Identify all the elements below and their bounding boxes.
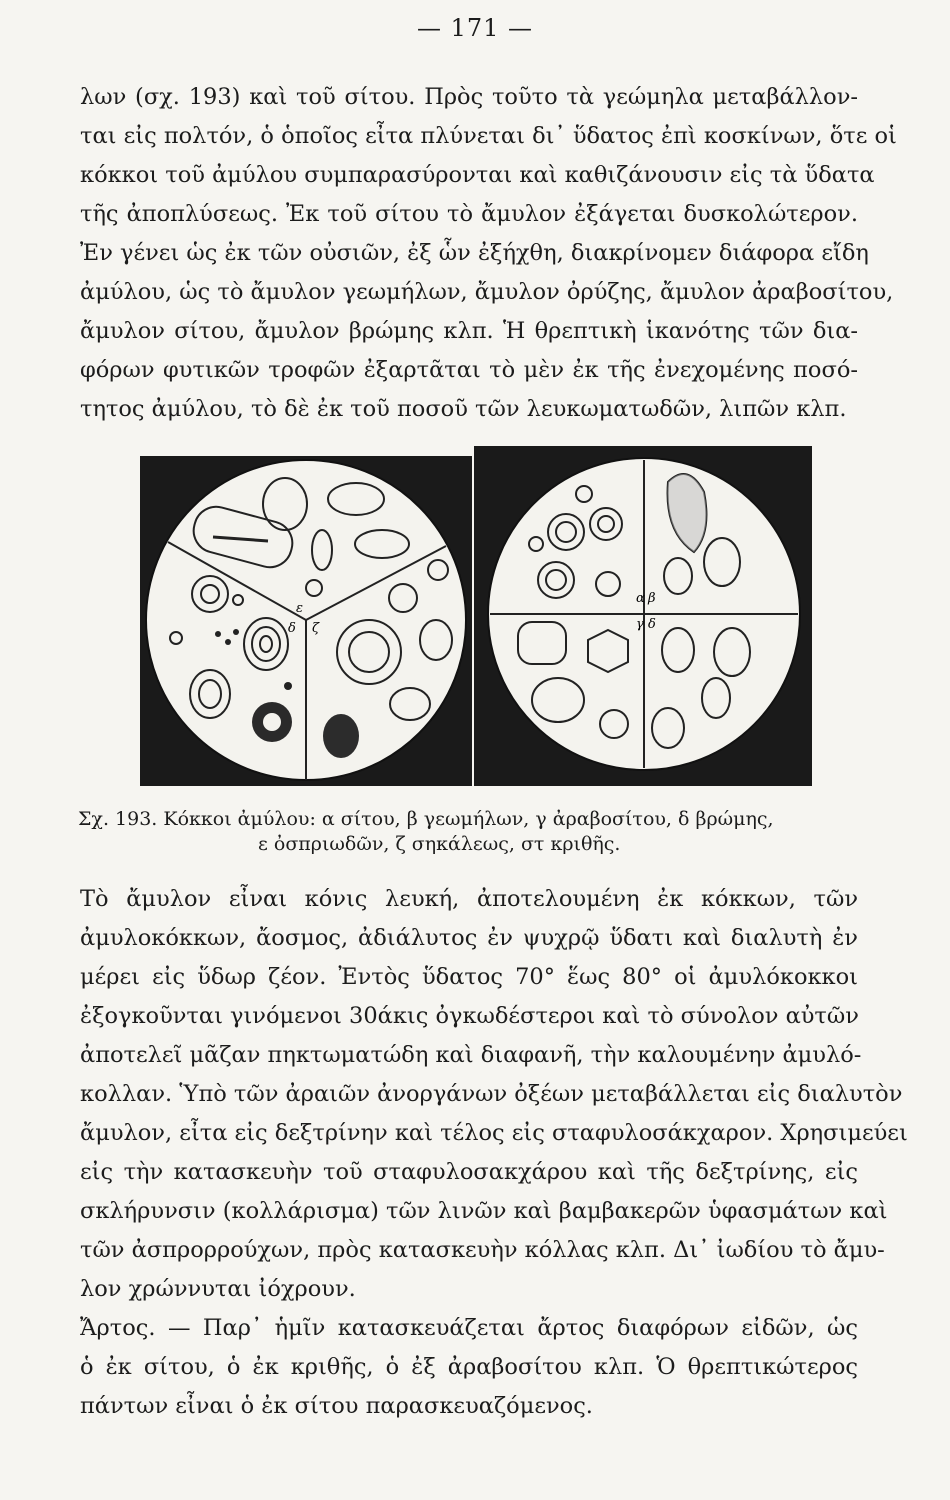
text-line: τητος ἀμύλου, τὸ δὲ ἐκ τοῦ ποσοῦ τῶν λευκωματωδῶν, λιπῶν κλπ. xyxy=(80,396,847,422)
figure-label-zeta: ζ xyxy=(312,621,320,636)
text-line: ἐξογκοῦνται γινόμενοι 30άκις ὀγκωδέστεροι καὶ τὸ σύνολον αὐτῶν xyxy=(80,1003,859,1029)
text-line: ἄμυλον, εἶτα εἰς δεξτρίνην καὶ τέλος εἰς σταφυλοσάκχαρον. Χρησιμεύει xyxy=(80,1120,908,1146)
grain-dot xyxy=(225,639,231,645)
figure-label-delta: δ xyxy=(648,617,656,632)
text-line: κόκκοι τοῦ ἀμύλου συμπαρασύρονται καὶ καθιζάνουσιν εἰς τὰ ὕδατα xyxy=(80,162,875,188)
text-line: κολλαν. Ὑπὸ τῶν ἀραιῶν ἀνοργάνων ὀξέων μεταβάλλεται εἰς διαλυτὸν xyxy=(80,1081,903,1107)
text-line: ἀμύλου, ὡς τὸ ἄμυλον γεωμήλων, ἄμυλον ὀρύζης, ἄμυλον ἀραβοσίτου, xyxy=(80,279,894,305)
text-line: σκλήρυνσιν (κολλάρισμα) τῶν λινῶν καὶ βαμβακερῶν ὑφασμάτων καὶ xyxy=(80,1198,888,1224)
figure-label-gamma: γ xyxy=(636,617,644,632)
starch-grains-illustration xyxy=(138,442,818,788)
figure-caption xyxy=(78,807,868,857)
text-line: εἰς τὴν κατασκευὴν τοῦ σταφυλοσακχάρου καὶ τῆς δεξτρίνης, εἰς xyxy=(80,1159,858,1185)
grain-dot xyxy=(284,682,292,690)
figure-label-epsilon: ε xyxy=(296,601,303,616)
text-line: ἄμυλον σίτου, ἄμυλον βρώμης κλπ. Ἡ θρεπτικὴ ἱκανότης τῶν δια- xyxy=(80,318,858,344)
figure-label-delta: δ xyxy=(288,621,296,636)
text-line: Ἄρτος. — Παρ᾽ ἡμῖν κατασκευάζεται ἄρτος διαφόρων εἰδῶν, ὡς xyxy=(80,1315,858,1341)
figure-label-alpha: α xyxy=(636,591,645,606)
grain-dot xyxy=(215,631,221,637)
text-line: ἀμυλοκόκκων, ἄοσμος, ἀδιάλυτος ἐν ψυχρῷ ὕδατι καὶ διαλυτὴ ἐν xyxy=(80,925,858,951)
caption-line: ε ὀσπριωδῶν, ζ σηκάλεως, στ κριθῆς. xyxy=(258,833,621,855)
figure-label-beta: β xyxy=(648,591,656,606)
text-line: τῆς ἀποπλύσεως. Ἐκ τοῦ σίτου τὸ ἄμυλον ἐξάγεται δυσκολώτερον. xyxy=(80,201,858,227)
text-line: πάντων εἶναι ὁ ἐκ σίτου παρασκευαζόμενος. xyxy=(80,1393,593,1419)
text-line: ται εἰς πολτόν, ὁ ὁποῖος εἶτα πλύνεται δι᾽ ὕδατος ἐπὶ κοσκίνων, ὅτε οἱ xyxy=(80,123,897,149)
text-line: μέρει εἰς ὕδωρ ζέον. Ἐντὸς ὕδατος 70° ἕως 80° οἱ ἀμυλόκοκκοι xyxy=(80,964,858,990)
text-line: τῶν ἀσπρορρούχων, πρὸς κατασκευὴν κόλλας κλπ. Δι᾽ ἰωδίου τὸ ἄμυ- xyxy=(80,1237,885,1263)
starch-grain-center xyxy=(263,713,281,731)
text-line: λον χρώννυται ἰόχρουν. xyxy=(80,1276,356,1302)
grain-dot xyxy=(233,629,239,635)
text-line: ἀποτελεῖ μᾶζαν πηκτωματώδη καὶ διαφανῆ, τὴν καλουμένην ἀμυλό- xyxy=(80,1042,862,1068)
text-line: λων (σχ. 193) καὶ τοῦ σίτου. Πρὸς τοῦτο τὰ γεώμηλα μεταβάλλον- xyxy=(80,84,858,110)
starch-grain-dark xyxy=(323,714,359,758)
text-line: φόρων φυτικῶν τροφῶν ἐξαρτᾶται τὸ μὲν ἐκ τῆς ἐνεχομένης ποσό- xyxy=(80,357,858,383)
top-paragraph xyxy=(80,78,897,429)
caption-line: Σχ. 193. Κόκκοι ἀμύλου: α σίτου, β γεωμήλων, γ ἀραβοσίτου, δ βρώμης, xyxy=(78,808,774,830)
text-line: ὁ ἐκ σίτου, ὁ ἐκ κριθῆς, ὁ ἐξ ἀραβοσίτου κλπ. Ὁ θρεπτικώτερος xyxy=(80,1354,858,1380)
starch-grains-figure xyxy=(138,442,818,788)
text-line: Ἐν γένει ὡς ἐκ τῶν οὐσιῶν, ἐξ ὧν ἐξήχθη, διακρίνομεν διάφορα εἴδη xyxy=(80,240,869,266)
text-line: Τὸ ἄμυλον εἶναι κόνις λευκή, ἀποτελουμένη ἐκ κόκκων, τῶν xyxy=(80,886,858,912)
bottom-paragraph xyxy=(80,880,908,1426)
page-number: — 171 — xyxy=(416,14,534,42)
